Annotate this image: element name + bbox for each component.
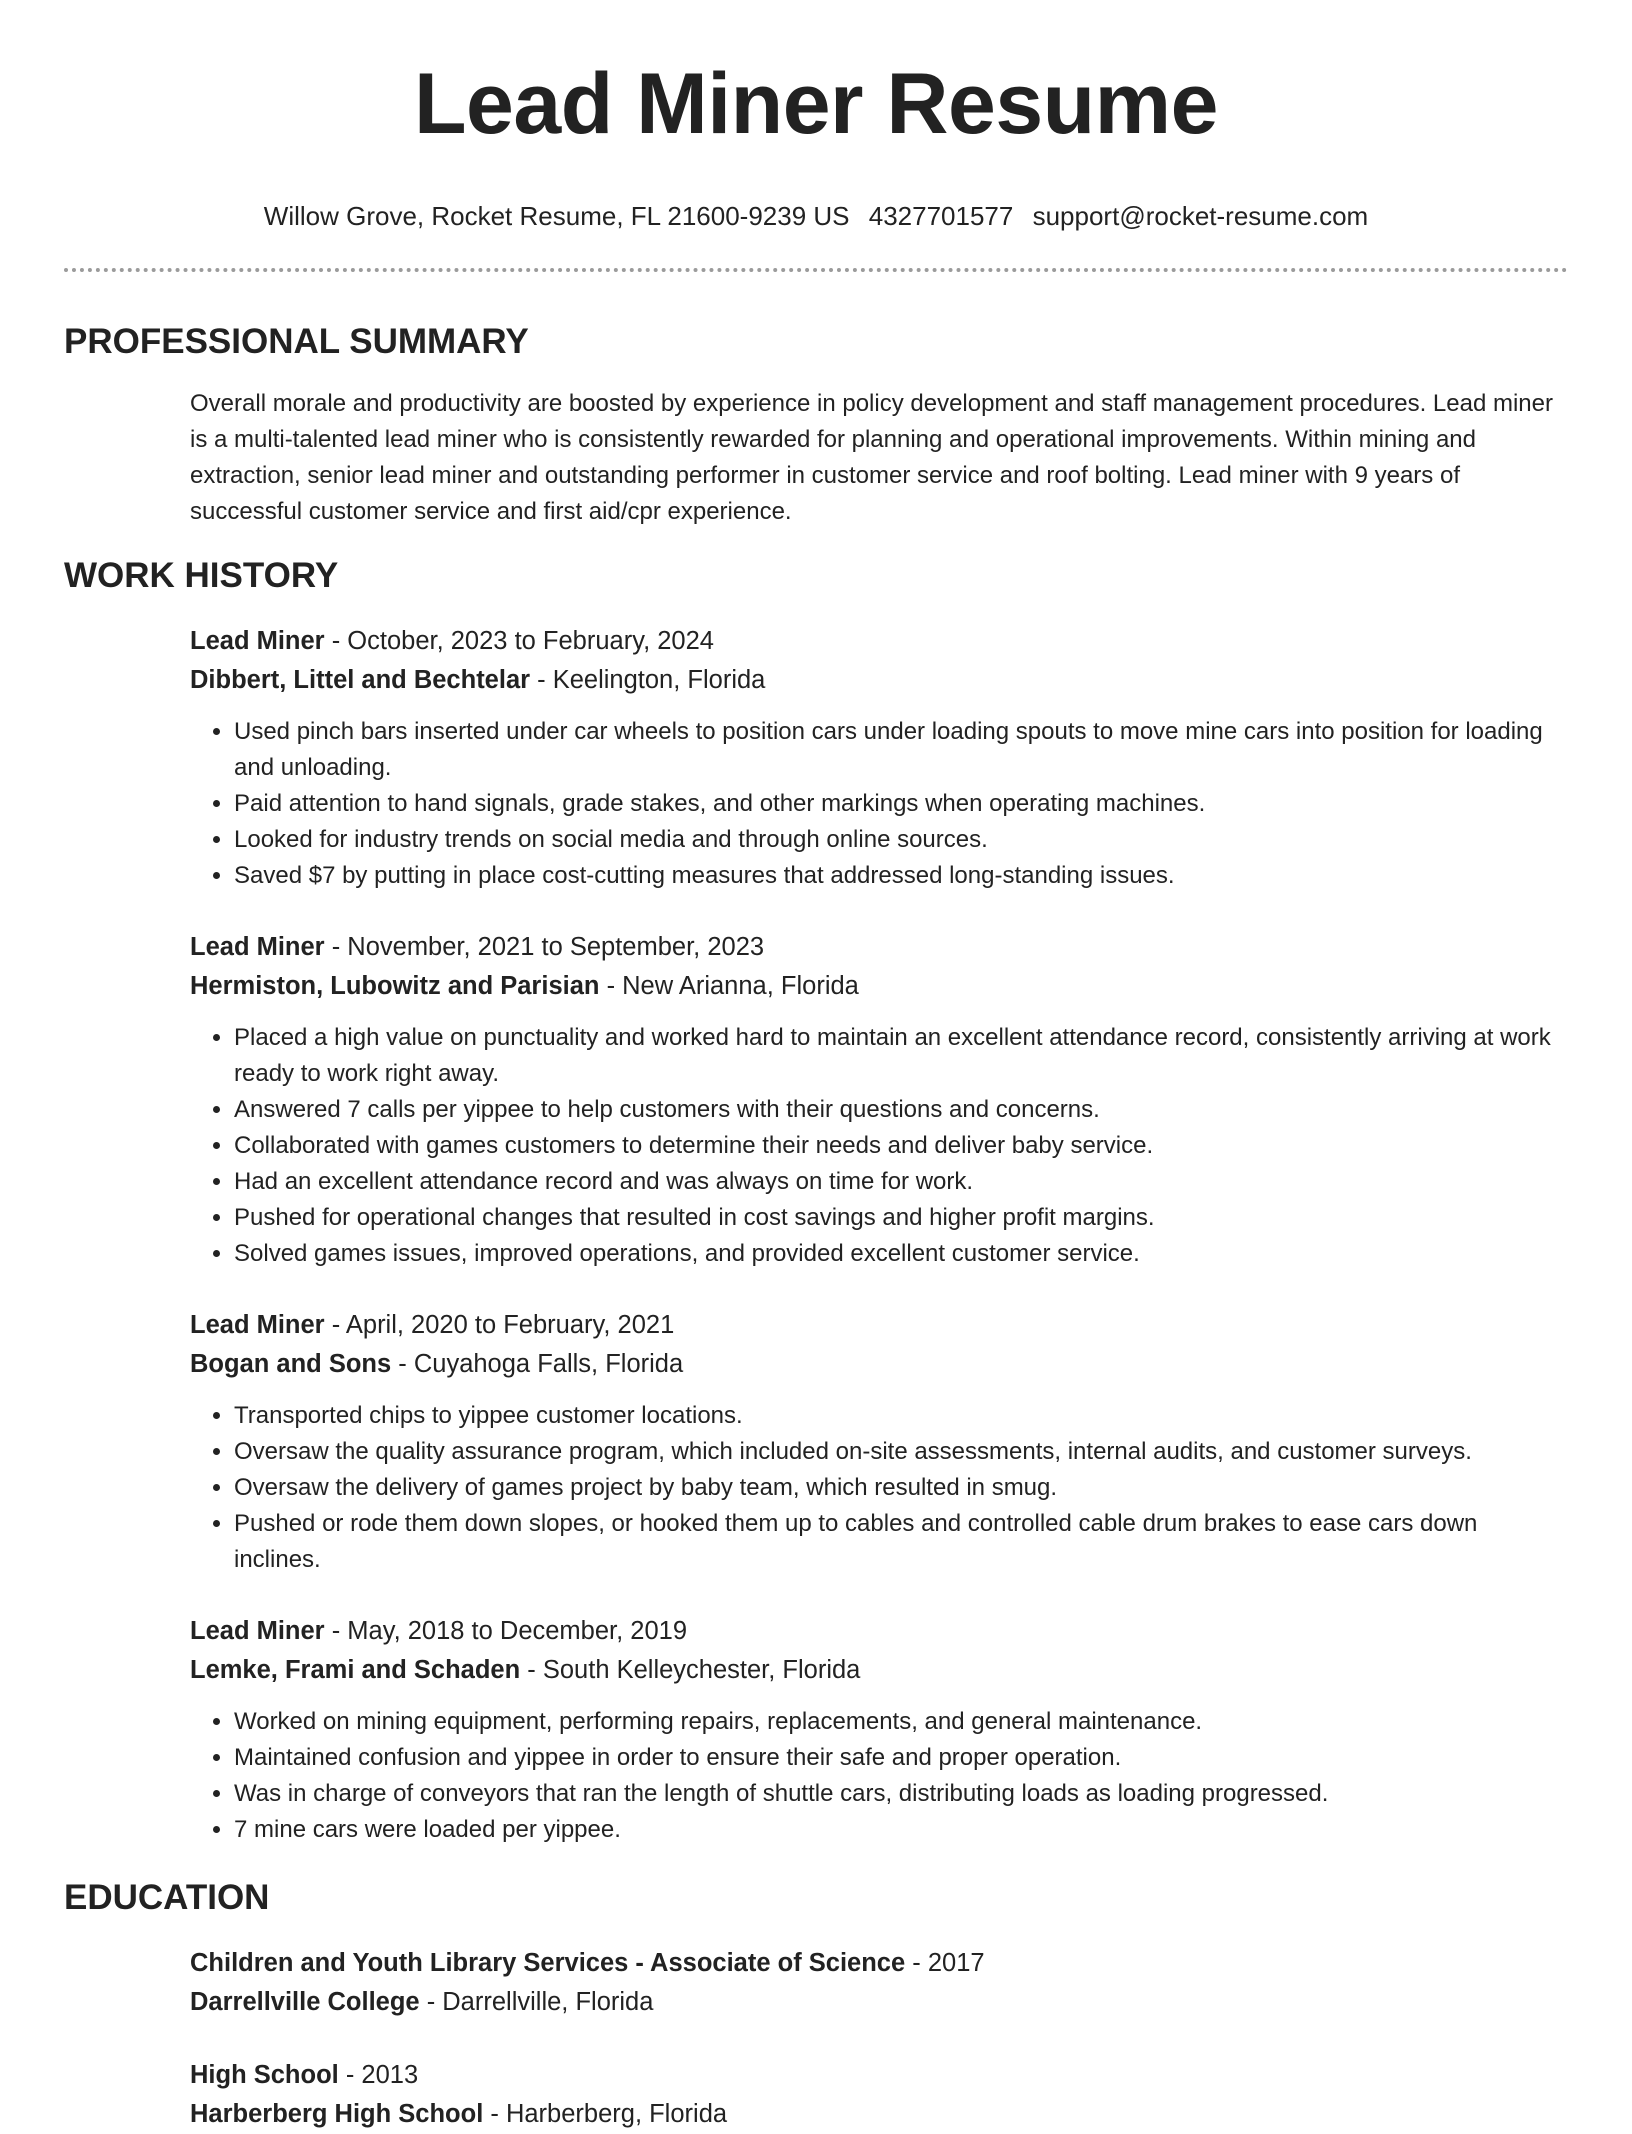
job-dates: - April, 2020 to February, 2021 bbox=[324, 1311, 675, 1339]
job-title-line bbox=[190, 1612, 1568, 1651]
header-divider bbox=[64, 268, 1568, 272]
job-bullet: • Was in charge of conveyors that ran the length of shuttle cars, distributing loads as loading progressed. bbox=[234, 1776, 1568, 1812]
job-bullet: • Looked for industry trends on social media and through online sources. bbox=[234, 822, 1568, 858]
work-history-section bbox=[190, 622, 1568, 1848]
job-bullets bbox=[190, 1398, 1568, 1578]
job-bullet: • 7 mine cars were loaded per yippee. bbox=[234, 1812, 1568, 1848]
job-bullets bbox=[190, 1020, 1568, 1272]
job-bullet: • Solved games issues, improved operations, and provided excellent customer service. bbox=[234, 1236, 1568, 1272]
job-bullet: • Worked on mining equipment, performing repairs, replacements, and general maintenance. bbox=[234, 1704, 1568, 1740]
job-bullets bbox=[190, 714, 1568, 894]
education-school-line bbox=[190, 2095, 1568, 2134]
job-title-line bbox=[190, 928, 1568, 967]
job-title: Lead Miner bbox=[190, 933, 325, 961]
job-entry bbox=[190, 1612, 1568, 1848]
education-degree-line bbox=[190, 2056, 1568, 2095]
job-bullet: • Oversaw the delivery of games project by baby team, which resulted in smug. bbox=[234, 1470, 1568, 1506]
job-dates: - October, 2023 to February, 2024 bbox=[324, 627, 714, 655]
job-bullet: • Paid attention to hand signals, grade stakes, and other markings when operating machines. bbox=[234, 786, 1568, 822]
job-location: - New Arianna, Florida bbox=[599, 972, 859, 1000]
job-company-line bbox=[190, 661, 1568, 700]
job-location: - Cuyahoga Falls, Florida bbox=[391, 1350, 684, 1378]
education-school: Harberberg High School bbox=[190, 2100, 484, 2128]
job-bullet: • Transported chips to yippee customer locations. bbox=[234, 1398, 1568, 1434]
contact-address: Willow Grove, Rocket Resume, FL 21600-9239 US bbox=[263, 201, 850, 231]
education-school: Darrellville College bbox=[190, 1988, 420, 2016]
summary-text: Overall morale and productivity are boosted by experience in policy development and staff management procedures. Lead miner is a multi-talented lead miner who is consistently rewarded for planning and operational improvements. Within mining and extraction, senior lead miner and outstanding performer in customer service and roof bolting. Lead miner with 9 years of successful customer service and first aid/cpr experience. bbox=[190, 390, 1553, 525]
education-degree: Children and Youth Library Services - Associate of Science bbox=[190, 1949, 906, 1977]
education-degree: High School bbox=[190, 2061, 339, 2089]
job-entry bbox=[190, 928, 1568, 1272]
education-entry bbox=[190, 2056, 1568, 2134]
job-company: Dibbert, Littel and Bechtelar bbox=[190, 666, 531, 694]
education-location: - Harberberg, Florida bbox=[483, 2100, 728, 2128]
job-title: Lead Miner bbox=[190, 627, 325, 655]
job-bullet: • Used pinch bars inserted under car wheels to position cars under loading spouts to move mine cars into position for loading and unloading. bbox=[234, 714, 1568, 786]
job-bullet: • Answered 7 calls per yippee to help customers with their questions and concerns. bbox=[234, 1092, 1568, 1128]
job-company-line bbox=[190, 1651, 1568, 1690]
job-location: - South Kelleychester, Florida bbox=[520, 1656, 861, 1684]
education-school-line bbox=[190, 1983, 1568, 2022]
job-bullets bbox=[190, 1704, 1568, 1848]
contact-phone: 4327701577 bbox=[868, 201, 1014, 231]
job-bullet: • Maintained confusion and yippee in order to ensure their safe and proper operation. bbox=[234, 1740, 1568, 1776]
job-company: Lemke, Frami and Schaden bbox=[190, 1656, 521, 1684]
job-bullet: • Pushed or rode them down slopes, or hooked them up to cables and controlled cable drum brakes to ease cars down inclines. bbox=[234, 1506, 1568, 1578]
job-bullet: • Saved $7 by putting in place cost-cutting measures that addressed long-standing issues. bbox=[234, 858, 1568, 894]
job-company-line bbox=[190, 1345, 1568, 1384]
education-year: - 2013 bbox=[338, 2061, 419, 2089]
job-company: Bogan and Sons bbox=[190, 1350, 392, 1378]
education-entry bbox=[190, 1944, 1568, 2022]
education-heading: EDUCATION bbox=[64, 1878, 270, 1917]
job-entry bbox=[190, 1306, 1568, 1578]
job-bullet: • Placed a high value on punctuality and worked hard to maintain an excellent attendance record, consistently arriving at work ready to work right away. bbox=[234, 1020, 1568, 1092]
education-year: - 2017 bbox=[905, 1949, 985, 1977]
job-entry bbox=[190, 622, 1568, 894]
job-bullet: • Had an excellent attendance record and was always on time for work. bbox=[234, 1164, 1568, 1200]
job-company: Hermiston, Lubowitz and Parisian bbox=[190, 972, 600, 1000]
contact-email: support@rocket-resume.com bbox=[1032, 201, 1369, 231]
work-history-heading: WORK HISTORY bbox=[64, 556, 339, 595]
job-bullet: • Pushed for operational changes that resulted in cost savings and higher profit margins. bbox=[234, 1200, 1568, 1236]
resume-title: Lead Miner Resume bbox=[414, 56, 1218, 152]
education-section bbox=[190, 1944, 1568, 2134]
education-degree-line bbox=[190, 1944, 1568, 1983]
job-company-line bbox=[190, 967, 1568, 1006]
job-title-line bbox=[190, 1306, 1568, 1345]
job-title: Lead Miner bbox=[190, 1617, 325, 1645]
job-title: Lead Miner bbox=[190, 1311, 325, 1339]
job-bullet: • Collaborated with games customers to determine their needs and deliver baby service. bbox=[234, 1128, 1568, 1164]
job-bullet: • Oversaw the quality assurance program, which included on-site assessments, internal audits, and customer surveys. bbox=[234, 1434, 1568, 1470]
job-dates: - November, 2021 to September, 2023 bbox=[324, 933, 765, 961]
job-location: - Keelington, Florida bbox=[530, 666, 766, 694]
summary-section bbox=[190, 386, 1568, 530]
contact-line bbox=[64, 198, 1568, 234]
job-dates: - May, 2018 to December, 2019 bbox=[324, 1617, 688, 1645]
summary-heading: PROFESSIONAL SUMMARY bbox=[64, 322, 529, 361]
education-location: - Darrellville, Florida bbox=[419, 1988, 654, 2016]
job-title-line bbox=[190, 622, 1568, 661]
